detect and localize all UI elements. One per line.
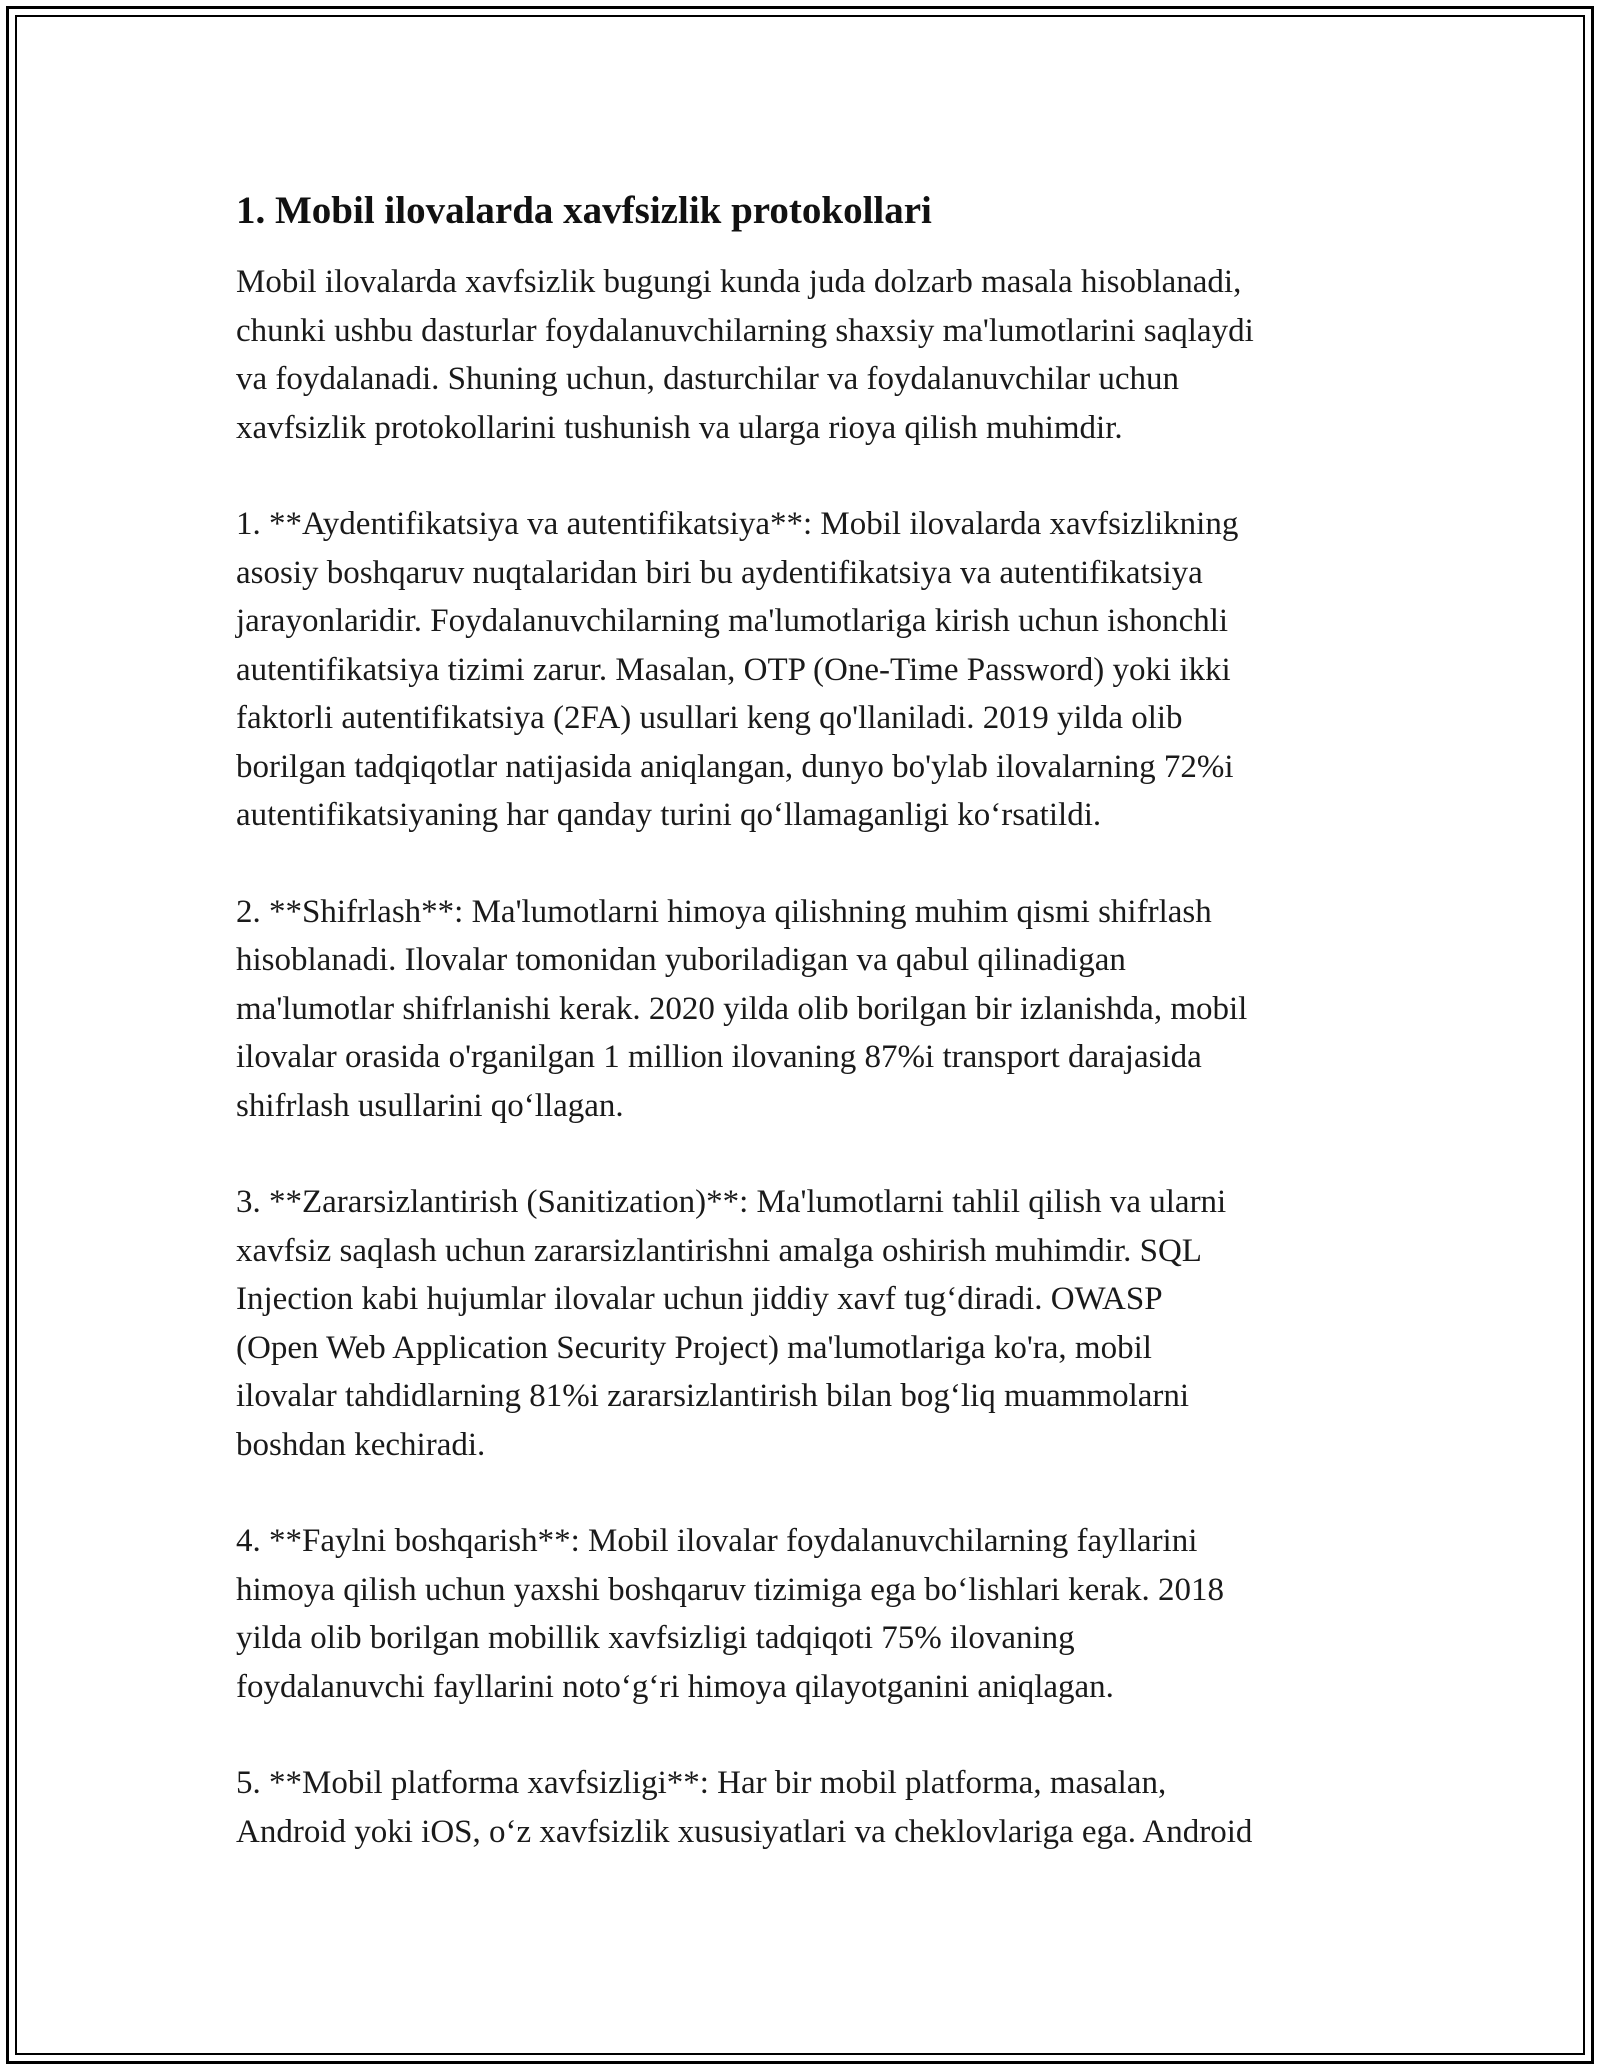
intro-paragraph: Mobil ilovalarda xavfsizlik bugungi kunda juda dolzarb masala hisoblanadi, chunki ushbu dasturlar foydalanuvchilarning shaxsiy ma'lumotlarini saqlaydi va foydalanadi. Shuning uchun, dasturchilar va foydalanuvchilar uchun xavfsizlik protokollarini tushunish va ularga rioya qilish muhimdir.: [236, 264, 1254, 446]
paragraph-file-management: 4. **Faylni boshqarish**: Mobil ilovalar foydalanuvchilarning fayllarini himoya qilish uchun yaxshi boshqaruv tizimiga ega bo‘lishlari kerak. 2018 yilda olib borilgan mobillik xavfsizligi tadqiqoti 75% ilovaning foydalanuvchi fayllarini noto‘g‘ri himoya qilayotganini aniqlagan.: [236, 1523, 1224, 1705]
paragraph-encryption: 2. **Shifrlash**: Ma'lumotlarni himoya qilishning muhim qismi shifrlash hisoblanadi. Ilovalar tomonidan yuboriladigan va qabul qilinadigan ma'lumotlar shifrlanishi kerak. 2020 yilda olib borilgan bir izlanishda, mobil ilovalar orasida o'rganilgan 1 million ilovaning 87%i transport darajasida shifrlash usullarini qo‘llagan.: [236, 893, 1248, 1124]
paragraph-platform-security: 5. **Mobil platforma xavfsizligi**: Har bir mobil platforma, masalan, Android yoki iOS, o‘z xavfsizlik xususiyatlari va cheklovlariga ega. Android: [236, 1765, 1253, 1850]
document-title: 1. Mobil ilovalarda xavfsizlik protokollari: [236, 189, 932, 232]
paragraph-sanitization: 3. **Zararsizlantirish (Sanitization)**: Ma'lumotlarni tahlil qilish va ularni xavfsiz saqlash uchun zararsizlantirishni amalga oshirish muhimdir. SQL Injection kabi hujumlar ilovalar uchun jiddiy xavf tug‘diradi. OWASP (Open Web Application Security Project) ma'lumotlariga ko'ra, mobil ilovalar tahdidlarning 81%i zararsizlantirish bilan bog‘liq muammolarni boshdan kechiradi.: [236, 1184, 1227, 1463]
document-body: [236, 186, 1386, 1904]
paragraph-authentication: 1. **Aydentifikatsiya va autentifikatsiya**: Mobil ilovalarda xavfsizlikning asosiy boshqaruv nuqtalaridan biri bu aydentifikatsiya va autentifikatsiya jarayonlaridir. Foydalanuvchilarning ma'lumotlariga kirish uchun ishonchli autentifikatsiya tizimi zarur. Masalan, OTP (One-Time Password) yoki ikki faktorli autentifikatsiya (2FA) usullari keng qo'llaniladi. 2019 yilda olib borilgan tadqiqotlar natijasida aniqlangan, dunyo bo'ylab ilovalarning 72%i autentifikatsiyaning har qanday turini qo‘llamaganligi ko‘rsatildi.: [236, 506, 1239, 833]
